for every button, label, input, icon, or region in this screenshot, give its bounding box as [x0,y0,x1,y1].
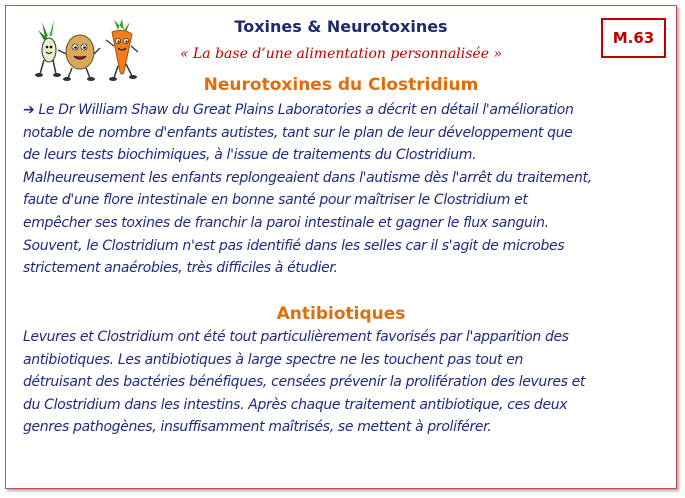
text-line: du Clostridium dans les intestins. Après chaque traitement antibiotique, ces deux [23,396,568,413]
text-line: Malheureusement les enfants replongeaient dans l'autisme dès l'arrêt du traitement, [23,169,592,186]
sheet-number-badge: M.63 [601,18,666,58]
page-subtitle: « La base d’une alimentation personnalisée » [179,46,503,62]
content-card [5,5,677,489]
text-line: faute d'une flore intestinale en bonne santé pour maîtriser le Clostridium et [23,192,528,209]
page-title: Toxines & Neurotoxines [234,17,448,36]
section-title-clostridium: Neurotoxines du Clostridium [203,75,479,95]
text-line: Souvent, le Clostridium n'est pas identifié dans les selles car il s'agit de microbes [23,237,565,254]
text-line: antibiotiques. Les antibiotiques à large spectre ne les touchent pas tout en [23,351,524,368]
text-line: ➔ Le Dr William Shaw du Great Plains Laboratories a décrit en détail l'amélioration [23,102,574,118]
text-line: détruisant des bactéries bénéfiques, censées prévenir la prolifération des levures et [23,374,586,391]
text-line: notable de nombre d'enfants autistes, tant sur le plan de leur développement que [23,124,573,141]
text-line: de leurs tests biochimiques, à l'issue de traitements du Clostridium. [23,147,477,164]
text-line: Levures et Clostridium ont été tout particulièrement favorisés par l'apparition des [23,329,569,345]
section-title-antibiotiques: Antibiotiques [276,304,406,324]
section-body-clostridium [23,99,673,280]
section-body-antibiotiques [23,326,673,439]
text-line: empêcher ses toxines de franchir la paroi intestinale et gagner le flux sanguin. [23,214,549,231]
text-line: genres pathogènes, insuffisamment maîtrisés, se mettent à proliférer. [23,419,492,436]
text-line: strictement anaérobies, très difficiles à étudier. [23,260,338,277]
